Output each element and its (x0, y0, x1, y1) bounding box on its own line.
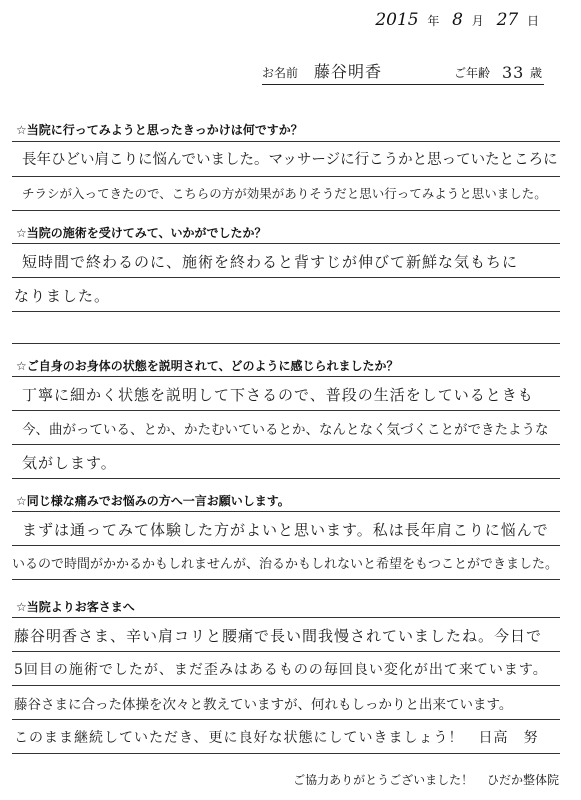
question-4: ☆同じ様な痛みでお悩みの方へ一言お願いします。 (16, 494, 290, 508)
rule-line (12, 651, 560, 652)
question-2: ☆当院の施術を受けてみて、いかがでしたか？ (16, 226, 267, 240)
date-year: 2015 (375, 10, 419, 30)
rule-line (12, 444, 560, 445)
footer-thanks: ご協力ありがとうございました！ (293, 773, 474, 787)
rule-line (12, 511, 560, 512)
rule-line (12, 311, 560, 312)
rule-line (12, 243, 560, 244)
age-unit: 歳 (530, 66, 543, 80)
answer-1-line-1: 長年ひどい肩こりに悩んでいました。マッサージに行こうかと思っていたところに (22, 152, 558, 168)
age-value: 33 (502, 63, 525, 82)
rule-line (12, 343, 560, 344)
answer-5-line-1: 藤谷明香さま、辛い肩コリと腰痛で長い間我慢されていましたね。今日で (14, 627, 543, 645)
rule-line (12, 277, 560, 278)
date-year-label: 年 (427, 14, 440, 28)
rule-line (12, 410, 560, 411)
footer (283, 771, 559, 788)
rule-line (12, 545, 560, 546)
answer-4-line-1: まずは通ってみて体験した方がよいと思います。私は長年肩こりに悩んで (22, 521, 549, 539)
footer-clinic: ひだか整体院 (486, 773, 559, 787)
answer-3-line-2: 今、曲がっている、とか、かたむいているとか、なんとなく気づくことができたような (22, 422, 549, 438)
rule-line (12, 176, 560, 177)
date-month: 8 (452, 10, 463, 30)
name-age-line (262, 62, 544, 85)
age-label: ご年齢 (454, 66, 491, 80)
answer-4-line-2: いるので時間がかかるかもしれませんが、治るかもしれないと希望をもつことができました。 (12, 557, 559, 572)
question-3: ☆ご自身のお身体の状態を説明されて、どのように感じられましたか？ (16, 359, 399, 373)
answer-5-line-3: 藤谷さまに合った体操を次々と教えていますが、何れもしっかりと出来ています。 (14, 697, 513, 713)
rule-line (12, 210, 560, 211)
rule-line (12, 617, 560, 618)
answer-5-line-4: このまま継続していただき、更に良好な状態にしていきましょう！ 日高 努 (14, 730, 539, 746)
date-day-label: 日 (526, 14, 539, 28)
rule-line (12, 685, 560, 686)
answer-5-line-2: 5回目の施術でしたが、まだ歪みはあるものの毎回良い変化が出て来ています。 (14, 662, 548, 678)
rule-line (12, 376, 560, 377)
rule-line (12, 478, 560, 479)
date-day: 27 (496, 10, 519, 30)
answer-2-line-2: なりました。 (14, 287, 111, 305)
question-1: ☆当院に行ってみようと思ったきっかけは何ですか？ (16, 123, 303, 137)
rule-line (12, 141, 560, 142)
answer-3-line-3: 気がします。 (22, 454, 117, 472)
rule-line (12, 753, 560, 754)
question-5: ☆当院よりお客さまへ (16, 600, 135, 614)
date-line (375, 10, 547, 30)
answer-3-line-1: 丁寧に細かく状態を説明して下さるので、普段の生活をしているときも (22, 386, 534, 404)
rule-line (12, 719, 560, 720)
name-value: 藤谷明香 (314, 62, 383, 81)
answer-2-line-1: 短時間で終わるのに、施術を終わると背すじが伸びて新鮮な気もちに (22, 253, 519, 271)
answer-1-line-2: チラシが入ってきたので、こちらの方が効果がありそうだと思い行ってみようと思いました。 (22, 186, 547, 201)
rule-line (12, 579, 560, 580)
date-month-label: 月 (471, 14, 484, 28)
name-label: お名前 (262, 66, 299, 80)
